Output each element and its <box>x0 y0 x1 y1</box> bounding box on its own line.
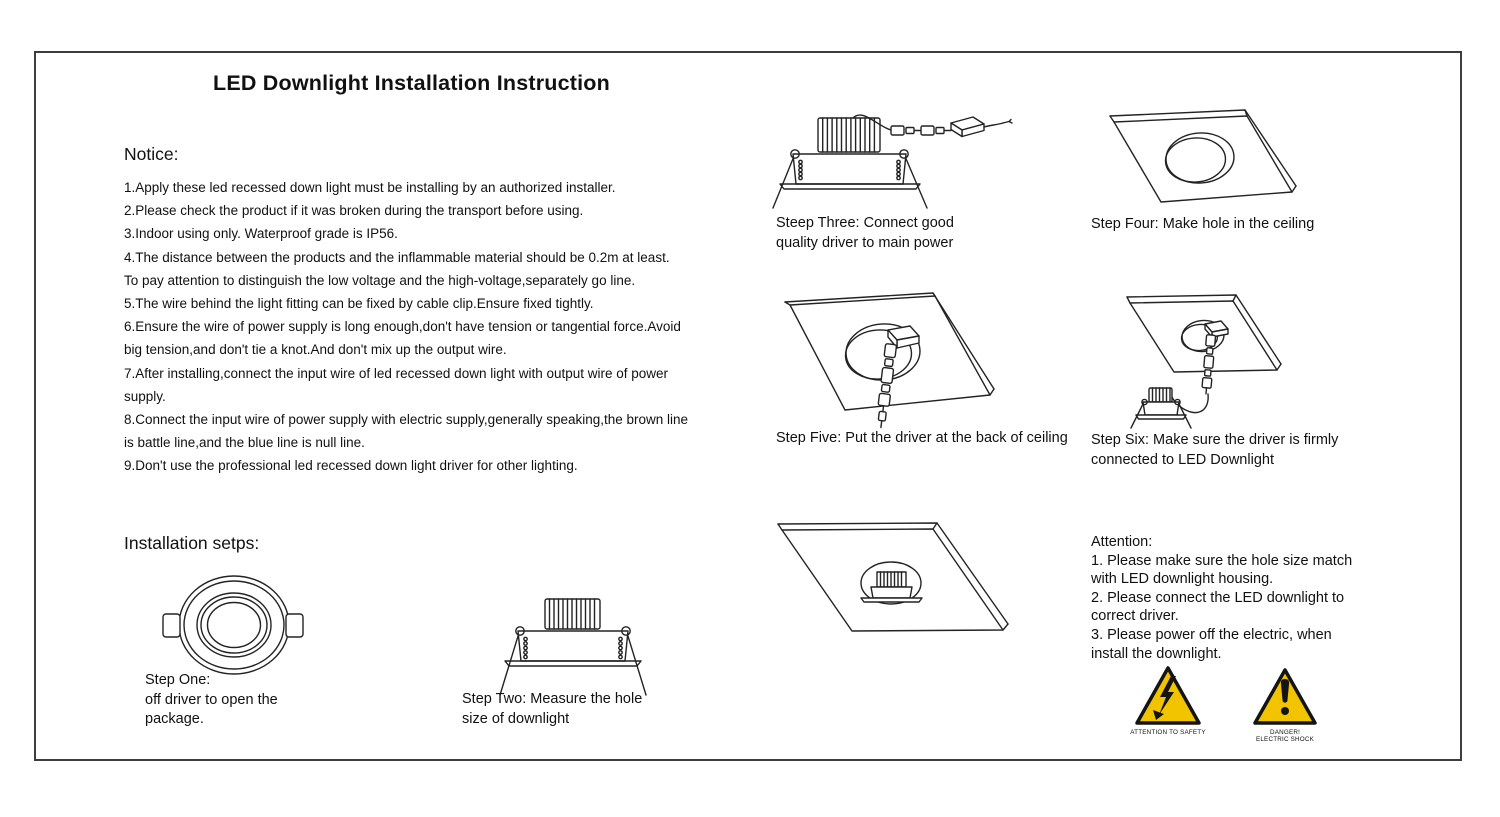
step-three-driver-connection-diagram <box>765 110 1020 210</box>
step-five-caption <box>776 429 1068 449</box>
caption-line: package. <box>145 711 204 728</box>
caption-line: Steep Three: Connect good <box>776 215 954 231</box>
notice-line: 5.The wire behind the light fitting can be fixed by cable clip.Ensure fixed tightly. <box>124 296 594 312</box>
attention-to-safety-icon <box>1133 663 1203 731</box>
caption-line: connected to LED Downlight <box>1091 451 1274 468</box>
page-title: LED Downlight Installation Instruction <box>213 71 610 95</box>
notice-line: 9.Don't use the professional led recessed down light driver for other lighting. <box>124 458 578 474</box>
notice-line: 1.Apply these led recessed down light must be installing by an authorized installer. <box>124 180 616 195</box>
caption-line: size of downlight <box>462 710 570 727</box>
step-two-caption <box>462 690 642 729</box>
attention-line: correct driver. <box>1091 608 1179 625</box>
step-six-caption <box>1091 431 1338 470</box>
electric-shock-label-line: DANGER! <box>1269 729 1301 736</box>
caption-line: quality driver to main power <box>776 234 954 251</box>
step-two-downlight-side-diagram <box>498 592 663 698</box>
electric-shock-icon <box>1251 665 1319 731</box>
electric-shock-label-line: ELECTRIC SHOCK <box>1255 736 1315 744</box>
installed-downlight-ceiling-diagram <box>770 515 1015 650</box>
notice-line: 2.Please check the product if it was broken during the transport before using. <box>124 203 584 219</box>
caption-line: off driver to open the <box>145 691 278 708</box>
step-four-caption <box>1091 215 1314 235</box>
notice-line: 8.Connect the input wire of power supply with electric supply,generally speaking,the brown line <box>124 412 689 428</box>
step-three-caption <box>776 214 954 253</box>
attention-line: install the downlight. <box>1091 645 1222 662</box>
attention-line: 3. Please power off the electric, when <box>1091 626 1332 643</box>
attention-block <box>1091 533 1352 663</box>
attention-line: with LED downlight housing. <box>1091 571 1274 588</box>
step-one-downlight-front-diagram <box>158 572 308 680</box>
notice-line: 6.Ensure the wire of power supply is long enough,don't have tension or tangential force.Avoid <box>124 319 681 335</box>
notice-line: 7.After installing,connect the input wire of led recessed down light with output wire of power <box>124 365 669 381</box>
step-four-ceiling-hole-diagram <box>1095 108 1305 208</box>
caption-line: Step Six: Make sure the driver is firmly <box>1091 432 1339 448</box>
attention-to-safety-label: ATTENTION TO SAFETY <box>1130 729 1206 736</box>
step-six-driver-to-downlight-diagram <box>1113 290 1328 440</box>
notice-line: 4.The distance between the products and the inflammable material should be 0.2m at least. <box>124 249 670 265</box>
electric-shock-label <box>1245 729 1325 743</box>
notice-line: supply. <box>124 388 166 404</box>
caption-line: Step Five: Put the driver at the back of ceiling <box>776 430 1068 446</box>
attention-heading: Attention: <box>1091 534 1153 550</box>
step-one-caption <box>145 671 278 730</box>
caption-line: Step Four: Make hole in the ceiling <box>1091 216 1315 232</box>
notice-list <box>124 176 688 478</box>
caption-line: Step Two: Measure the hole <box>462 691 643 707</box>
installation-heading: Installation setps: <box>124 533 260 553</box>
exclamation-dot-icon <box>1281 707 1289 715</box>
notice-line: To pay attention to distinguish the low voltage and the high-voltage,separately go line. <box>124 272 636 288</box>
attention-line: 1. Please make sure the hole size match <box>1091 552 1353 569</box>
notice-line: 3.Indoor using only. Waterproof grade is IP56. <box>124 226 398 242</box>
notice-line: is battle line,and the blue line is null line. <box>124 435 365 451</box>
step-five-driver-behind-ceiling-diagram <box>773 292 1008 434</box>
notice-heading: Notice: <box>124 144 179 164</box>
notice-line: big tension,and don't tie a knot.And don't mix up the output wire. <box>124 342 507 358</box>
attention-line: 2. Please connect the LED downlight to <box>1091 589 1345 606</box>
caption-line: Step One: <box>145 672 211 688</box>
